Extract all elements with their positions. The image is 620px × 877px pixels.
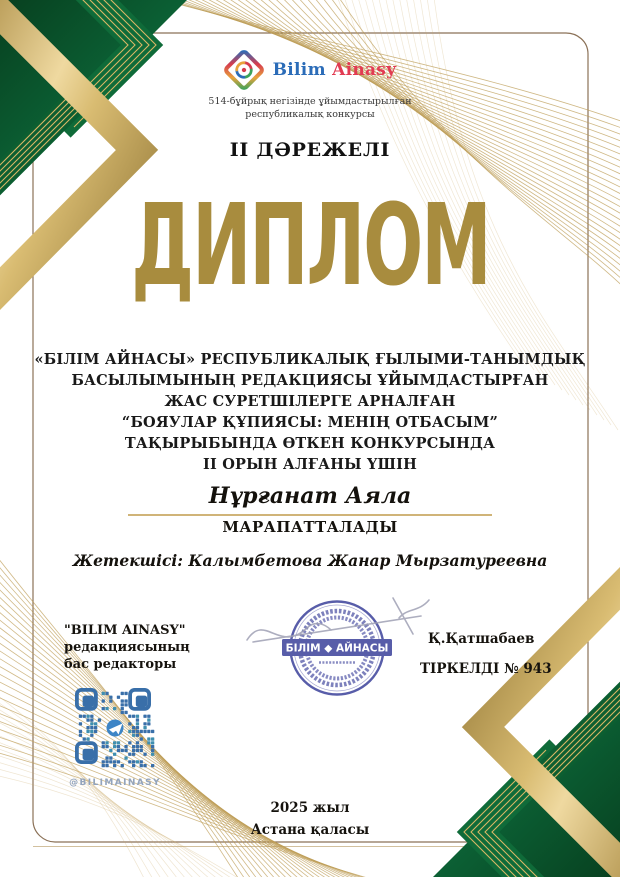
description-line: БАСЫЛЫМЫНЫҢ РЕДАКЦИЯСЫ ҰЙЫМДАСТЫРҒАН [71,372,549,389]
description-line: II ОРЫН АЛҒАНЫ ҮШІН [203,456,417,473]
description-line: ЖАС СУРЕТШІЛЕРГЕ АРНАЛҒАН [164,393,456,410]
logo-wordmark [273,60,397,80]
editor-line-1: "BILIM AINASY" редакциясының [64,623,190,655]
subtitle-line-1: 514-бұйрық негізінде ұйымдастырылған [208,96,412,107]
editor-line-2: бас редакторы [64,657,177,672]
recipient-name-underline [128,514,492,516]
footer-year: 2025 жыл [270,800,350,816]
footer-city: Астана қаласы [250,822,370,838]
qr-block [62,688,168,788]
qr-caption: @BILIMAINASY [69,778,161,788]
contest-subtitle [0,96,620,121]
degree-label: II ДӘРЕЖЕЛІ [229,139,391,161]
logo-word-bilim: Bilim [272,60,326,80]
signer-name: Қ.Қатшабаев [428,631,535,647]
qr-code [75,688,155,768]
subtitle-line-2: республикалық конкурсы [245,108,375,120]
signature-strokes [235,578,445,698]
description-line: «БІЛІМ АЙНАСЫ» РЕСПУБЛИКАЛЫҚ ҒЫЛЫМИ-ТАНЫМДЫҚ [34,351,586,368]
description-line: “БОЯУЛАР ҚҰПИЯСЫ: МЕНІҢ ОТБАСЫМ” [121,414,499,431]
description-line: ТАҚЫРЫБЫНДА ӨТКЕН КОНКУРСЫНДА [124,435,496,452]
diploma-title: ДИПЛОМ [130,181,490,311]
recipient-name: Нұрғанат Аяла [208,483,412,509]
registration-number: ТІРКЕЛДІ № 943 [420,661,552,677]
award-description [0,349,620,475]
bilim-ainasy-logo-icon [224,50,264,90]
stamp-band-text: БІЛІМ ◆ АЙНАСЫ [285,642,389,655]
award-word: МАРАПАТТАЛАДЫ [222,518,398,536]
supervisor-line: Жетекшісі: Калымбетова Жанар Мырзатуреевна [72,551,548,570]
logo [0,50,620,90]
logo-word-ainasy: Ainasy [332,60,397,80]
